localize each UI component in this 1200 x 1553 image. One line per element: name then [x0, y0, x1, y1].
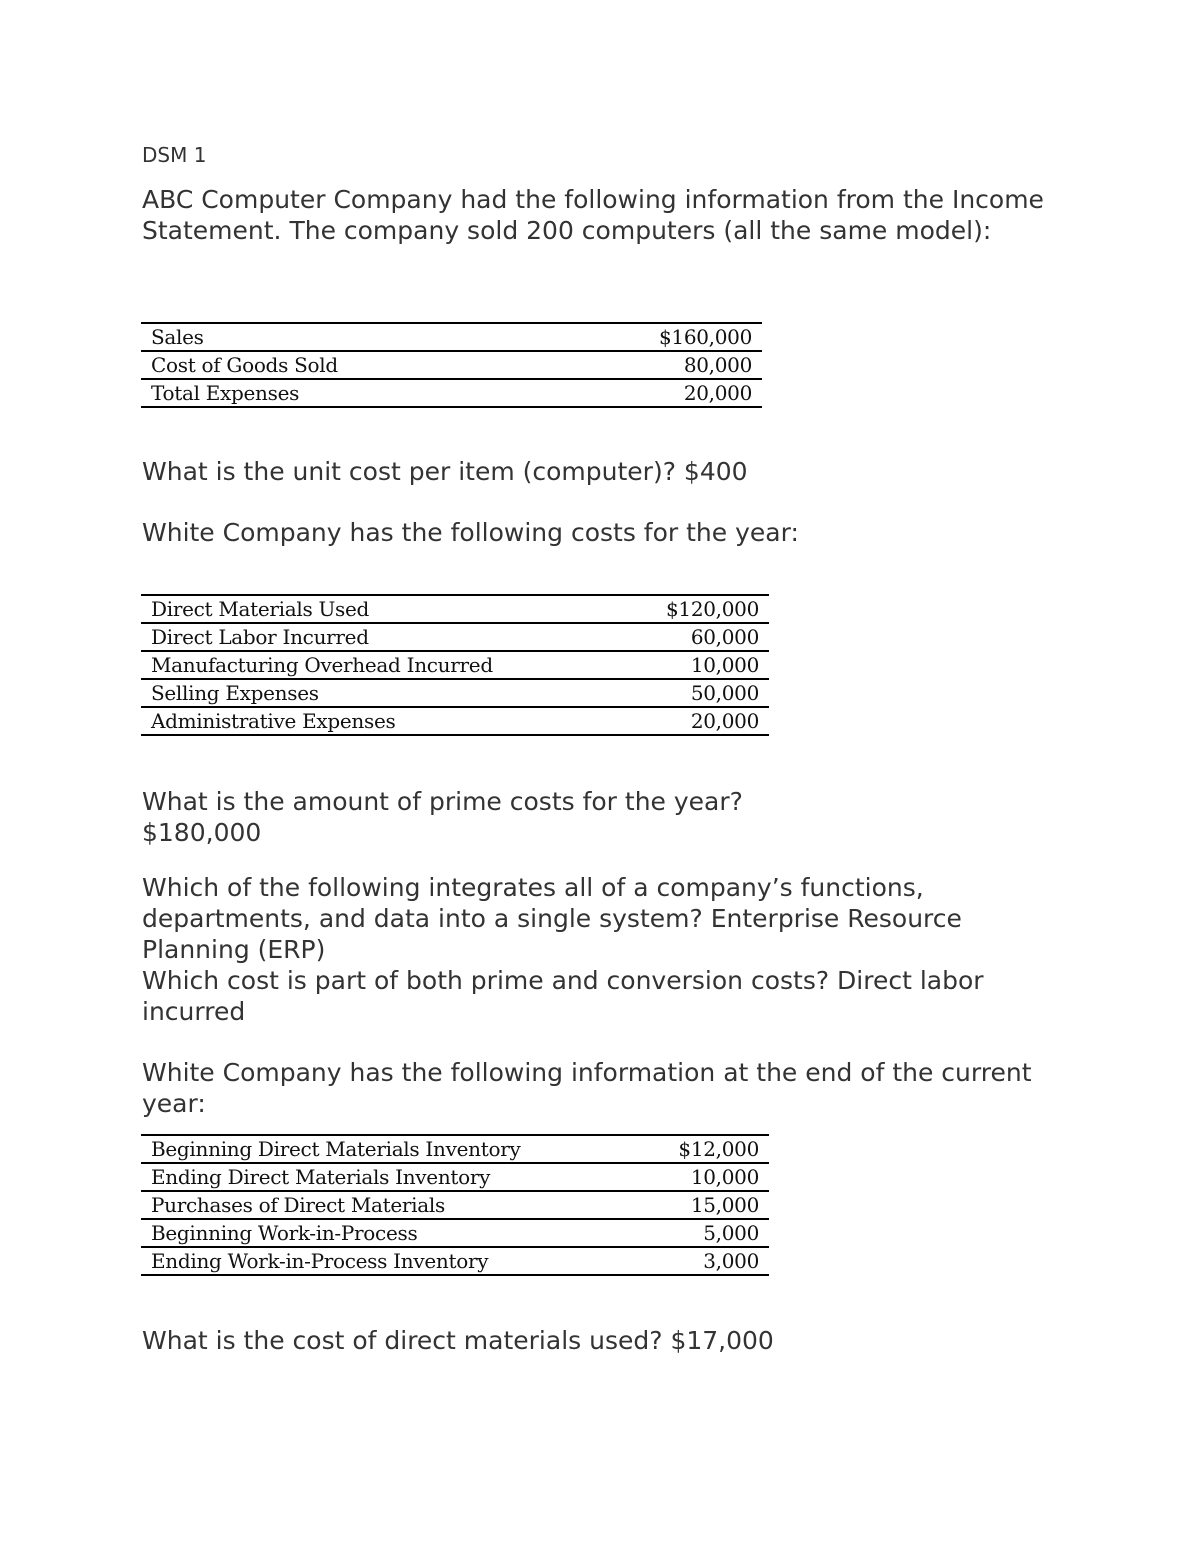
table-row — [141, 1191, 769, 1219]
row-label: Total Expenses — [141, 379, 631, 407]
question-prime-costs: What is the amount of prime costs for the year? $180,000 — [142, 787, 743, 847]
row-amount: 80,000 — [631, 351, 762, 379]
row-label: Direct Materials Used — [141, 595, 631, 623]
row-amount: $120,000 — [631, 595, 769, 623]
row-amount: 60,000 — [631, 623, 769, 651]
income-statement-table — [141, 322, 762, 408]
row-amount: 50,000 — [631, 679, 769, 707]
row-amount: $12,000 — [631, 1135, 769, 1163]
table-row — [141, 623, 769, 651]
table-row — [141, 679, 769, 707]
row-label: Ending Direct Materials Inventory — [141, 1163, 631, 1191]
row-amount: 20,000 — [631, 379, 762, 407]
white-company-year-end-intro: White Company has the following information at the end of the current year: — [142, 1058, 1032, 1118]
table-row — [141, 595, 769, 623]
white-company-costs-intro: White Company has the following costs for the year: — [142, 518, 799, 547]
table-row — [141, 707, 769, 735]
row-amount: 15,000 — [631, 1191, 769, 1219]
row-label: Ending Work-in-Process Inventory — [141, 1247, 631, 1275]
table-row — [141, 1219, 769, 1247]
row-label: Beginning Direct Materials Inventory — [141, 1135, 631, 1163]
row-label: Direct Labor Incurred — [141, 623, 631, 651]
question-erp: Which of the following integrates all of a company’s functions, departments, and data into a single system? Enterprise Resource Planning (ERP) — [142, 873, 962, 964]
row-label: Selling Expenses — [141, 679, 631, 707]
row-amount: 10,000 — [631, 651, 769, 679]
table-row — [141, 351, 762, 379]
question-direct-labor: Which cost is part of both prime and conversion costs? Direct labor incurred — [142, 966, 984, 1026]
table-row — [141, 1135, 769, 1163]
row-label: Purchases of Direct Materials — [141, 1191, 631, 1219]
table-row — [141, 379, 762, 407]
question-direct-materials-used: What is the cost of direct materials used? $17,000 — [142, 1326, 774, 1355]
row-amount: 10,000 — [631, 1163, 769, 1191]
table-row — [141, 323, 762, 351]
row-label: Administrative Expenses — [141, 707, 631, 735]
white-company-costs-table — [141, 594, 769, 736]
document-title: DSM 1 — [142, 143, 207, 167]
table-row — [141, 1163, 769, 1191]
row-amount: $160,000 — [631, 323, 762, 351]
row-amount: 20,000 — [631, 707, 769, 735]
table-row — [141, 651, 769, 679]
row-label: Manufacturing Overhead Incurred — [141, 651, 631, 679]
row-amount: 3,000 — [631, 1247, 769, 1275]
intro-paragraph: ABC Computer Company had the following information from the Income Statement. The company sold 200 computers (all the same model): — [142, 185, 1044, 245]
table-row — [141, 1247, 769, 1275]
white-company-inventory-table — [141, 1134, 769, 1276]
row-label: Sales — [141, 323, 631, 351]
row-label: Cost of Goods Sold — [141, 351, 631, 379]
row-amount: 5,000 — [631, 1219, 769, 1247]
question-unit-cost: What is the unit cost per item (computer)? $400 — [142, 457, 748, 486]
row-label: Beginning Work-in-Process — [141, 1219, 631, 1247]
